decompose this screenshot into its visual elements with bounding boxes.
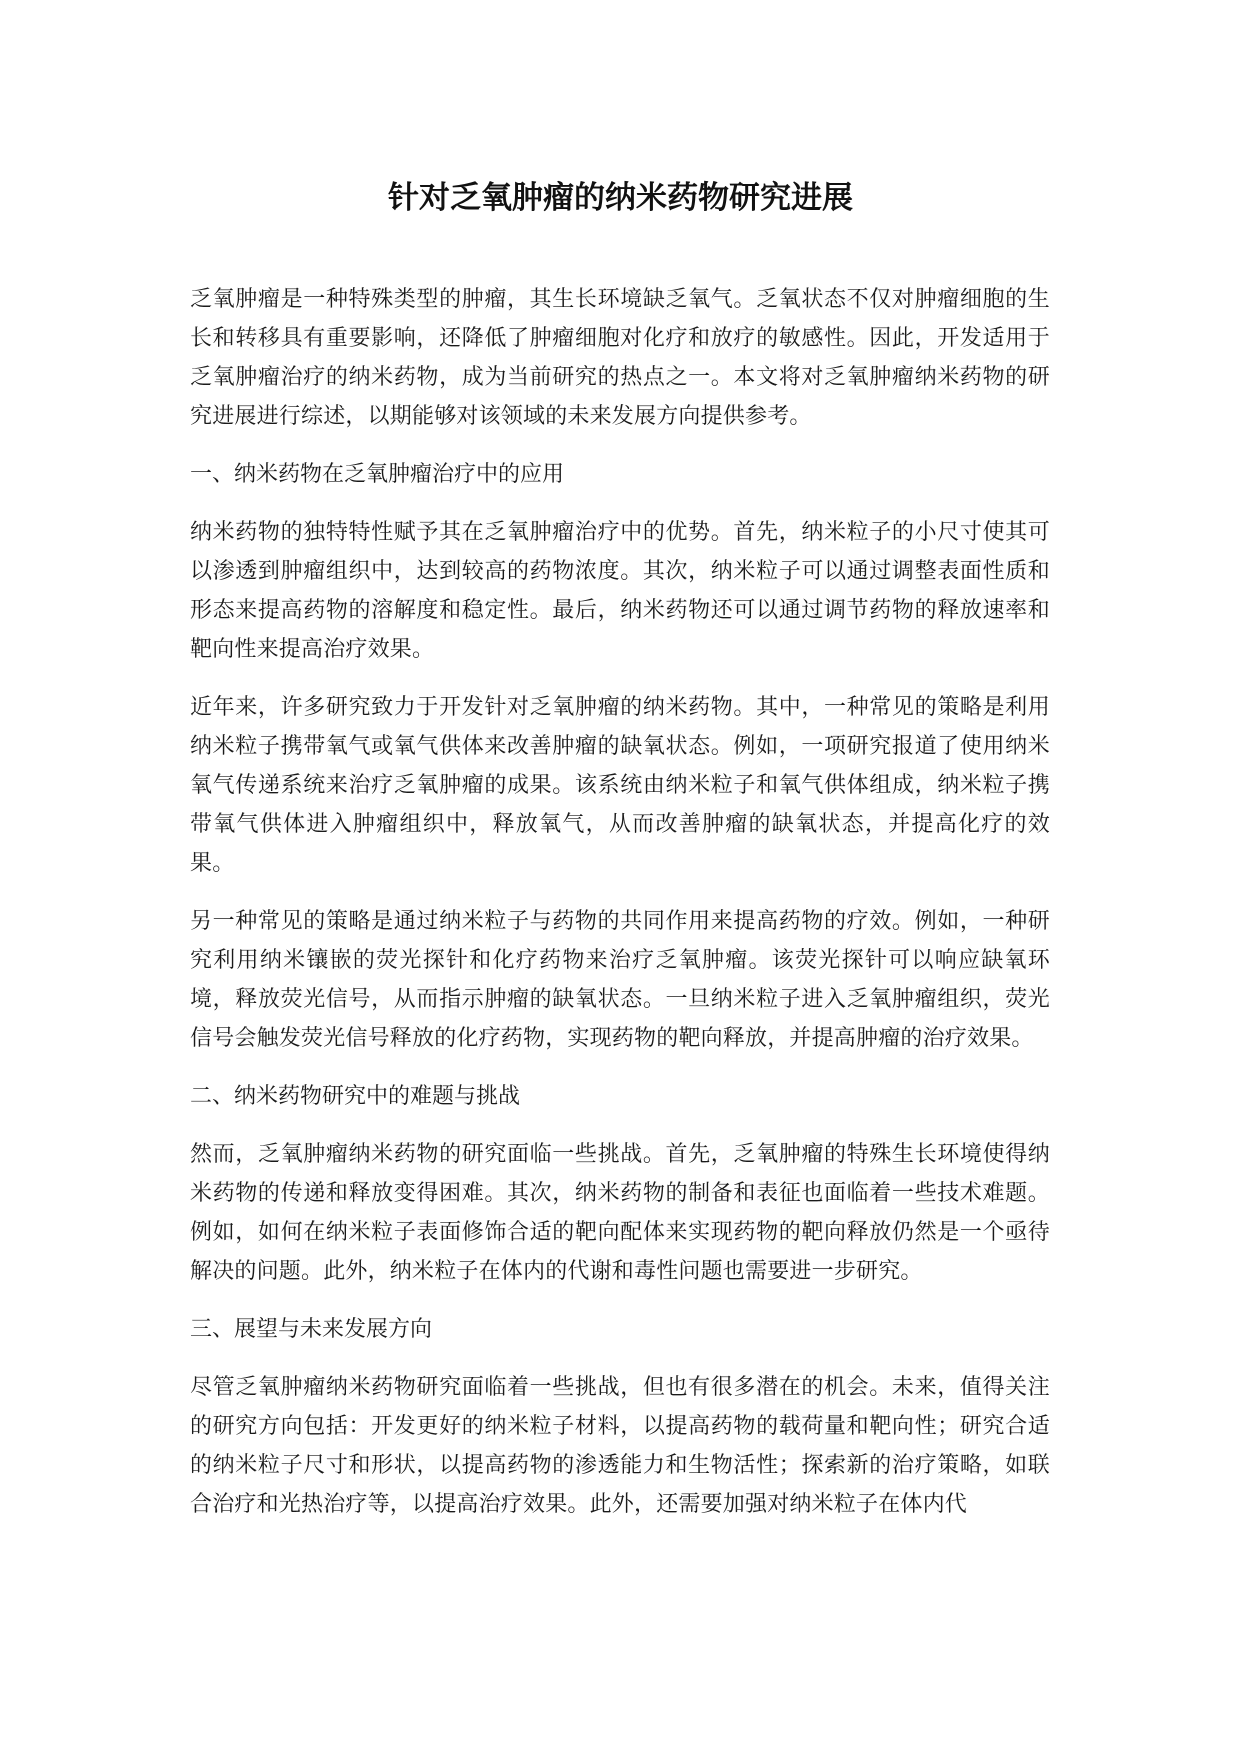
paragraph-outlook: 尽管乏氧肿瘤纳米药物研究面临着一些挑战，但也有很多潜在的机会。未来，值得关注的研究方向包括：开发更好的纳米粒子材料，以提高药物的载荷量和靶向性；研究合适的纳米粒子尺寸和形状，以提高药物的渗透能力和生物活性；探索新的治疗策略，如联合治疗和光热治疗等，以提高治疗效果。此外，还需要加强对纳米粒子在体内代 <box>190 1375 1050 1517</box>
paragraph-probe-strategy: 另一种常见的策略是通过纳米粒子与药物的共同作用来提高药物的疗效。例如，一种研究利用纳米镶嵌的荧光探针和化疗药物来治疗乏氧肿瘤。该荧光探针可以响应缺氧环境，释放荧光信号，从而指示肿瘤的缺氧状态。一旦纳米粒子进入乏氧肿瘤组织，荧光信号会触发荧光信号释放的化疗药物，实现药物的靶向释放，并提高肿瘤的治疗效果。 <box>190 909 1050 1051</box>
section-heading-2: 二、纳米药物研究中的难题与挑战 <box>190 1084 521 1109</box>
document-body <box>190 280 1050 1543</box>
paragraph-challenges: 然而，乏氧肿瘤纳米药物的研究面临一些挑战。首先，乏氧肿瘤的特殊生长环境使得纳米药物的传递和释放变得困难。其次，纳米药物的制备和表征也面临着一些技术难题。例如，如何在纳米粒子表面修饰合适的靶向配体来实现药物的靶向释放仍然是一个亟待解决的问题。此外，纳米粒子在体内的代谢和毒性问题也需要进一步研究。 <box>190 1142 1050 1284</box>
section-heading-1: 一、纳米药物在乏氧肿瘤治疗中的应用 <box>190 462 565 487</box>
paragraph-intro: 乏氧肿瘤是一种特殊类型的肿瘤，其生长环境缺乏氧气。乏氧状态不仅对肿瘤细胞的生长和转移具有重要影响，还降低了肿瘤细胞对化疗和放疗的敏感性。因此，开发适用于乏氧肿瘤治疗的纳米药物，成为当前研究的热点之一。本文将对乏氧肿瘤纳米药物的研究进展进行综述，以期能够对该领域的未来发展方向提供参考。 <box>190 287 1050 429</box>
paragraph-advantages: 纳米药物的独特特性赋予其在乏氧肿瘤治疗中的优势。首先，纳米粒子的小尺寸使其可以渗透到肿瘤组织中，达到较高的药物浓度。其次，纳米粒子可以通过调整表面性质和形态来提高药物的溶解度和稳定性。最后，纳米药物还可以通过调节药物的释放速率和靶向性来提高治疗效果。 <box>190 520 1050 662</box>
section-heading-3: 三、展望与未来发展方向 <box>190 1317 433 1342</box>
paragraph-oxygen-strategy: 近年来，许多研究致力于开发针对乏氧肿瘤的纳米药物。其中，一种常见的策略是利用纳米粒子携带氧气或氧气供体来改善肿瘤的缺氧状态。例如，一项研究报道了使用纳米氧气传递系统来治疗乏氧肿瘤的成果。该系统由纳米粒子和氧气供体组成，纳米粒子携带氧气供体进入肿瘤组织中，释放氧气，从而改善肿瘤的缺氧状态，并提高化疗的效果。 <box>190 695 1050 876</box>
document-title: 针对乏氧肿瘤的纳米药物研究进展 <box>388 180 853 216</box>
